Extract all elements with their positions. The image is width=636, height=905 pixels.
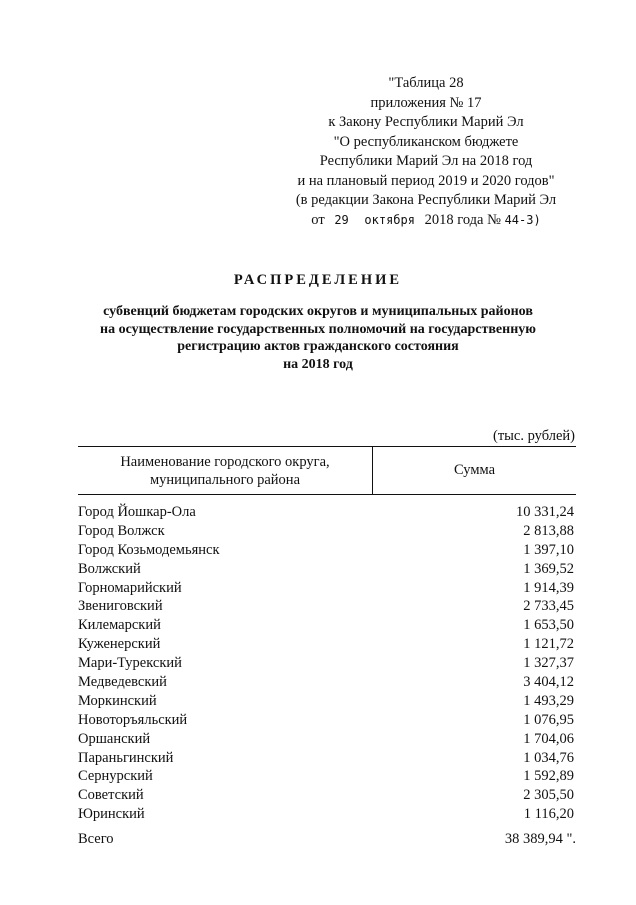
units-label: (тыс. рублей)	[493, 428, 575, 444]
total-value: 38 389,94 ".	[504, 831, 576, 848]
row-value: 1 034,76	[523, 749, 574, 766]
row-value: 2 813,88	[523, 522, 574, 539]
table-row	[78, 711, 576, 730]
table-row	[78, 805, 576, 824]
subtitle-line: регистрацию актов гражданского состояния	[177, 339, 459, 354]
date-day: 29	[334, 212, 349, 227]
header-line: "Таблица 28	[388, 75, 464, 91]
header-line: Республики Марий Эл на 2018 год	[319, 153, 533, 169]
row-name: Мари-Турекский	[78, 655, 182, 672]
row-name: Оршанский	[78, 730, 151, 747]
table-row	[78, 692, 576, 711]
column-header-name-line: муниципального района	[150, 472, 300, 488]
row-value: 1 076,95	[523, 711, 574, 728]
row-name: Советский	[78, 787, 144, 804]
row-value: 2 305,50	[523, 787, 574, 804]
header-line: и на плановый период 2019 и 2020 годов"	[297, 172, 555, 189]
table-body	[78, 495, 576, 824]
column-header-sum: Сумма	[453, 462, 496, 478]
document-title-block	[60, 272, 576, 373]
row-name: Горномарийский	[78, 579, 182, 596]
row-name: Новоторъяльский	[78, 711, 188, 728]
document-title: РАСПРЕДЕЛЕНИЕ	[233, 272, 403, 288]
subtitle-line: субвенций бюджетам городских округов и муниципальных районов	[103, 304, 533, 319]
row-value: 1 369,52	[523, 560, 574, 577]
table-row	[78, 597, 576, 616]
document-subtitle	[60, 303, 576, 373]
row-name: Моркинский	[78, 692, 157, 709]
date-prefix: от	[311, 211, 325, 228]
table-row	[78, 616, 576, 635]
subtitle-line: на осуществление государственных полномочий на государственную	[100, 321, 536, 337]
table-row	[78, 673, 576, 692]
row-value: 1 493,29	[523, 692, 574, 709]
subtitle-line: на 2018 год	[283, 356, 353, 372]
row-name: Килемарский	[78, 617, 161, 634]
row-name: Звениговский	[78, 598, 163, 615]
row-value: 1 914,39	[523, 579, 574, 596]
table-row	[78, 635, 576, 654]
row-value: 1 592,89	[523, 768, 574, 785]
row-name: Медведевский	[78, 673, 167, 690]
row-value: 1 397,10	[523, 541, 574, 558]
row-value: 1 653,50	[523, 617, 574, 634]
appendix-header	[276, 74, 576, 230]
row-value: 1 704,06	[523, 730, 574, 747]
table-row	[78, 730, 576, 749]
total-label: Всего	[78, 831, 114, 848]
row-name: Волжский	[78, 560, 141, 577]
distribution-table	[78, 446, 576, 849]
table-row	[78, 749, 576, 768]
row-value: 1 327,37	[523, 655, 574, 672]
row-value: 2 733,45	[523, 598, 574, 615]
row-name: Сернурский	[78, 768, 153, 785]
row-name: Город Йошкар-Ола	[78, 503, 196, 520]
date-month: октября	[364, 212, 415, 227]
header-line: к Закону Республики Марий Эл	[328, 114, 524, 130]
row-name: Юринский	[78, 806, 145, 823]
header-line: приложения № 17	[370, 94, 482, 111]
table-row	[78, 541, 576, 560]
row-name: Параньгинский	[78, 749, 174, 766]
header-line: "О республиканском бюджете	[333, 133, 519, 150]
header-line: (в редакции Закона Республики Марий Эл	[295, 192, 557, 208]
row-value: 1 116,20	[523, 806, 574, 823]
total-row	[78, 830, 576, 849]
table-row	[78, 767, 576, 786]
table-row	[78, 560, 576, 579]
row-name: Куженерский	[78, 636, 161, 653]
table-row	[78, 579, 576, 598]
table-row	[78, 654, 576, 673]
row-value: 3 404,12	[523, 673, 574, 690]
table-row	[78, 786, 576, 805]
row-value: 10 331,24	[516, 503, 574, 520]
table-header	[78, 446, 576, 495]
header-date-line	[276, 211, 576, 231]
column-header-name-line: Наименование городского округа,	[120, 454, 330, 470]
row-name: Город Козьмодемьянск	[78, 541, 220, 558]
table-row	[78, 522, 576, 541]
law-number: 44-З)	[504, 212, 541, 227]
table-row	[78, 503, 576, 522]
row-value: 1 121,72	[523, 636, 574, 653]
date-suffix: 2018 года №	[424, 211, 501, 228]
row-name: Город Волжск	[78, 522, 165, 539]
column-header-name	[78, 447, 373, 494]
